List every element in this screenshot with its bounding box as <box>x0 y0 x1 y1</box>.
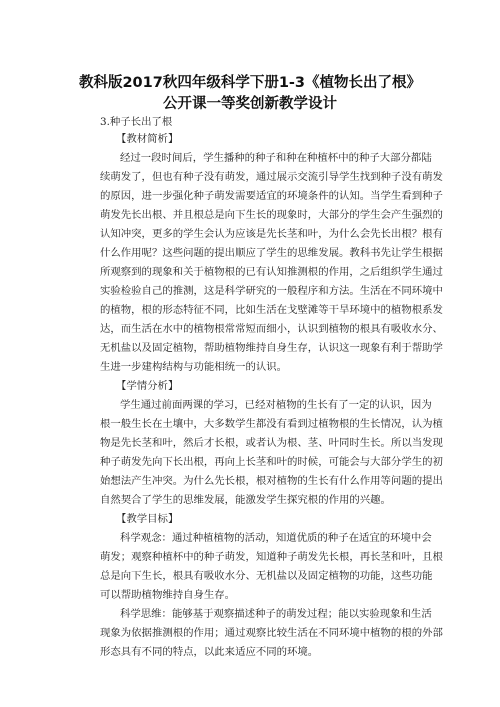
paragraph-line: 达，而生活在水中的植物根常常短而细小，认识到植物的根具有吸收水分、 <box>100 323 443 335</box>
paragraph-line: 学生通过前面两课的学习，已经对植物的生长有了一定的认识，因为 <box>120 399 432 411</box>
paragraph-line: 续萌发了，但也有种子没有萌发，通过展示交流引导学生找到种子没有萌发 <box>100 171 443 183</box>
paragraph-line: 的植物，根的形态特征不同，比如生活在戈壁滩等干旱环境中的植物根系发 <box>100 304 443 316</box>
document-title-line-2: 公开课一等奖创新教学设计 <box>163 96 337 112</box>
paragraph-line: 种子萌发先向下长出根，再向上长茎和叶的时候，可能会与大部分学生的初 <box>100 456 443 468</box>
paragraph-line: 经过一段时间后，学生播种的种子和种在种植杯中的种子大部分都陆 <box>120 152 432 164</box>
paragraph-line: 现象为依据推测根的作用；通过观察比较生活在不同环境中植物的根的外部 <box>100 627 443 639</box>
paragraph-line: 可以帮助植物维持自身生存。 <box>100 589 236 601</box>
paragraph-line: 萌发先长出根、并且根总是向下生长的现象时，大部分的学生会产生强烈的 <box>100 209 443 221</box>
paragraph-line: 科学思维：能够基于观察描述种子的萌发过程；能以实验现象和生活 <box>120 608 432 620</box>
paragraph-line: 始想法产生冲突。为什么先长根，根对植物的生长有什么作用等问题的提出 <box>100 475 443 487</box>
paragraph-line: 科学观念：通过种植植物的活动，知道优质的种子在适宜的环境中会 <box>120 532 432 544</box>
paragraph-line: 认知冲突，更多的学生会认为应该是先长茎和叶，为什么会先长出根？根有 <box>100 228 443 240</box>
paragraph-line: 生进一步建构结构与功能相统一的认识。 <box>100 361 288 373</box>
paragraph-line: 自然契合了学生的思维发展，能激发学生探究根的作用的兴趣。 <box>100 494 391 506</box>
paragraph-line: 什么作用呢？这些问题的提出顺应了学生的思维发展。教科书先让学生根据 <box>100 247 443 259</box>
document-title-line-1: 教科版2017秋四年级科学下册1-3《植物长出了根》 <box>78 75 422 91</box>
paragraph-line: 所观察到的现象和关于植物根的已有认知推测根的作用，之后组织学生通过 <box>100 266 443 278</box>
section-heading-textbook-analysis: 【教材简析】 <box>116 133 179 145</box>
paragraph-line: 形态具有不同的特点，以此来适应不同的环境。 <box>100 646 319 658</box>
section-heading-learner-analysis: 【学情分析】 <box>116 380 179 392</box>
paragraph-line: 总是向下生长，根具有吸收水分、无机盐以及固定植物的功能，这些功能 <box>100 570 433 582</box>
paragraph-line: 实验检验自己的推测，这是科学研究的一般程序和方法。生活在不同环境中 <box>100 285 443 297</box>
paragraph-line: 萌发；观察种植杯中的种子萌发，知道种子萌发先长根，再长茎和叶，且根 <box>100 551 443 563</box>
paragraph-line: 的原因，进一步强化种子萌发需要适宜的环境条件的认知。当学生看到种子 <box>100 190 443 202</box>
chapter-heading: 3.种子长出了根 <box>100 116 173 128</box>
paragraph-line: 物是先长茎和叶，然后才长根，或者认为根、茎、叶同时生长。所以当发现 <box>100 437 443 449</box>
section-heading-teaching-objectives: 【教学目标】 <box>116 513 179 525</box>
paragraph-line: 根一般生长在土壤中，大多数学生都没有看到过植物根的生长情况，认为植 <box>100 418 443 430</box>
paragraph-line: 无机盐以及固定植物，帮助植物维持自身生存，认识这一现象有利于帮助学 <box>100 342 443 354</box>
